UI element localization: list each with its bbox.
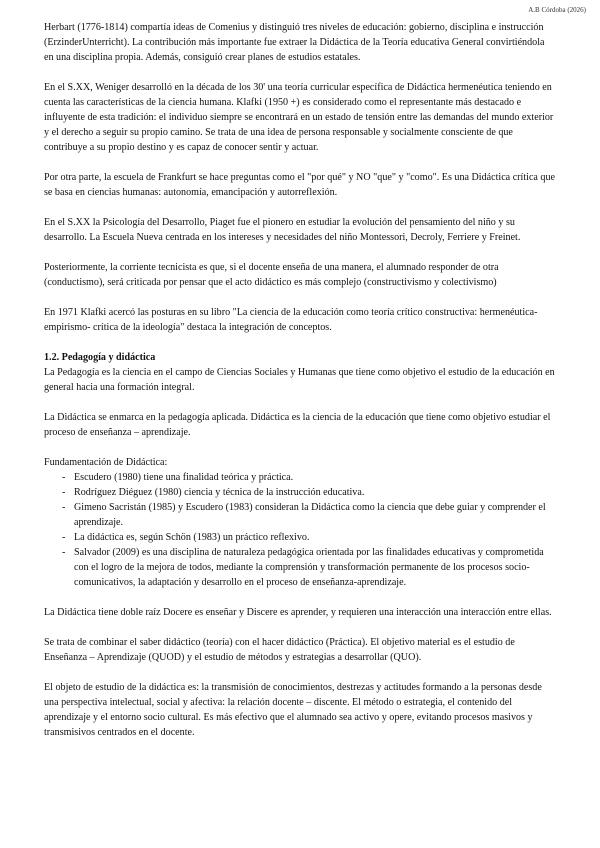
paragraph-weniger-klafki: En el S.XX, Weniger desarrolló en la década de los 30' una teoría curricular específica de Didáctica hermenéutica teniendo en cuenta las características de la ciencia humana. Klafki (1950 +) es considerado como el representante más destacado e influyente de esta tradición: el individuo siempre se encontrará en un estado de tensión entre las demandas del mundo exterior y el derecho a seguir su propio camino. Se trata de una idea de persona responsable y socialmente consciente de que contribuye a su propio destino y es capaz de conocer sentir y actuar. (44, 82, 554, 153)
paragraph-frankfurt: Por otra parte, la escuela de Frankfurt se hace preguntas como el "por qué" y NO "que" y "como". Es una Didáctica crítica que se basa en ciencias humanas: autonomía, emancipación y autorreflexión. (44, 172, 556, 198)
list-item: - Gimeno Sacristán (1985) y Escudero (1983) consideran la Didáctica como la ciencia que debe guiar y comprender el aprendizaje. (44, 500, 556, 530)
paragraph-saber-hacer: Se trata de combinar el saber didáctico (teoría) con el hacer didáctico (Práctica). El objetivo material es el estudio de Enseñanza – Aprendizaje (QUOD) y el estudio de métodos y estrategias a desarrollar (QUO). (44, 637, 515, 663)
paragraph-pedagogia: La Pedagogía es la ciencia en el campo de Ciencias Sociales y Humanas que tiene como objetivo el estudio de la educación en general hacia una formación integral. (44, 367, 555, 393)
header-note: A.B Córdoba (2026) (528, 6, 586, 14)
paragraph-herbart: Herbart (1776-1814) compartía ideas de Comenius y distinguió tres niveles de educación: gobierno, disciplina e instrucción (ErzinderUnterricht). La contribución más importante fue extraer la Didáctica de la Teoría educativa General convirtiéndola en una disciplina propia. Además, consiguió crear planes de estudios estatales. (44, 22, 545, 63)
paragraph-piaget: En el S.XX la Psicología del Desarrollo, Piaget fue el pionero en estudiar la evolución del pensamiento del niño y su desarrollo. La Escuela Nueva centrada en los intereses y necesidades del niño Montessori, Decroly, Ferriere y Freinet. (44, 217, 521, 243)
paragraph-tecnicista: Posteriormente, la corriente tecnicista es que, si el docente enseña de una manera, el alumnado responder de otra (conductismo), será criticada por pensar que el acto didáctico es más complejo (constructivismo y colectivismo) (44, 262, 499, 288)
fundamentacion-list (44, 470, 556, 590)
list-item: - Escudero (1980) tiene una finalidad teórica y práctica. (44, 470, 556, 485)
list-item: - Rodríguez Diéguez (1980) ciencia y técnica de la instrucción educativa. (44, 485, 556, 500)
paragraph-didactica: La Didáctica se enmarca en la pedagogía aplicada. Didáctica es la ciencia de la educación que tiene como objetivo estudiar el proceso de enseñanza – aprendizaje. (44, 412, 551, 438)
paragraph-objeto-estudio: El objeto de estudio de la didáctica es: la transmisión de conocimientos, destrezas y actitudes formando a la personas desde una perspectiva intelectual, social y afectiva: la relación docente – discente. El método o estrategia, el contenido del aprendizaje y el entorno socio cultural. Es más efectivo que el alumnado sea activo y opere, evitando procesos masivos y transmisivos centrados en el docente. (44, 682, 542, 738)
section-title: 1.2. Pedagogía y didáctica (44, 352, 156, 363)
document-content (44, 20, 556, 755)
list-item: - La didáctica es, según Schön (1983) un práctico reflexivo. (44, 530, 556, 545)
paragraph-klafki-1971: En 1971 Klafki acercó las posturas en su libro "La ciencia de la educación como teoría crítico constructiva: hermenéutica- empirismo- crítica de la ideología" destaca la integración de conceptos. (44, 307, 538, 333)
paragraph-doble-raiz: La Didáctica tiene doble raíz Docere es enseñar y Discere es aprender, y requieren una interacción una interacción entre ellas. (44, 607, 552, 618)
list-item: - Salvador (2009) es una disciplina de naturaleza pedagógica orientada por las finalidades educativas y comprometida con el logro de la mejora de todos, mediante la comprensión y transformación permanente de los procesos socio-comunicativos, la adaptación y desarrollo en el proceso de enseñanza-aprendizaje. (44, 545, 556, 590)
list-intro: Fundamentación de Didáctica: (44, 457, 168, 468)
